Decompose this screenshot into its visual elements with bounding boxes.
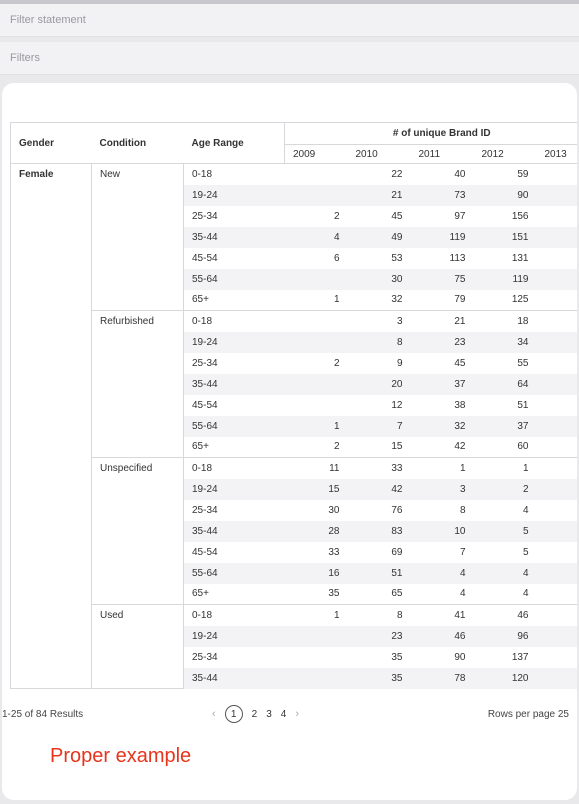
pivot-table (10, 122, 577, 689)
value-cell: 15 (348, 437, 411, 458)
value-cell: 4 (411, 584, 474, 605)
value-cell (537, 185, 578, 206)
filters-label: Filters (10, 52, 40, 64)
value-cell (537, 395, 578, 416)
condition-cell: Unspecified (92, 458, 184, 605)
age-range-cell: 19-24 (184, 479, 285, 500)
value-cell: 113 (449, 252, 466, 264)
value-cell: 119 (411, 227, 474, 248)
age-range-cell: 25-34 (192, 504, 218, 516)
filter-statement-label: Filter statement (10, 14, 86, 26)
value-cell: 37 (474, 416, 537, 437)
value-cell (537, 479, 578, 500)
page-2-button[interactable]: 2 (251, 708, 258, 720)
age-range-cell: 55-64 (184, 269, 285, 290)
value-cell: 21 (348, 185, 411, 206)
value-cell: 37 (411, 374, 474, 395)
results-card (2, 83, 577, 800)
value-cell (537, 668, 578, 689)
page-1-button[interactable]: 1 (225, 705, 243, 723)
age-range-cell: 25-34 (192, 651, 218, 663)
value-cell: 32 (411, 416, 474, 437)
column-header-age-range[interactable]: Age Range (184, 123, 285, 164)
value-cell (537, 626, 578, 647)
page-selector (212, 705, 299, 723)
value-cell: 6 (333, 252, 340, 264)
value-cell (537, 605, 578, 626)
table-row (11, 164, 578, 185)
value-cell: 76 (391, 504, 403, 516)
rows-per-page[interactable] (488, 709, 569, 720)
value-cell: 96 (474, 626, 537, 647)
year-header[interactable]: 2011 (411, 145, 474, 164)
value-cell: 83 (348, 521, 411, 542)
value-cell (537, 227, 578, 248)
value-cell: 2 (285, 437, 348, 458)
value-cell: 45 (391, 210, 403, 222)
value-cell: 21 (454, 315, 466, 327)
value-cell: 46 (517, 609, 529, 621)
value-cell: 30 (328, 504, 340, 516)
value-cell: 23 (411, 332, 474, 353)
value-cell: 22 (391, 168, 403, 180)
value-cell: 79 (411, 290, 474, 311)
year-header[interactable]: 2010 (348, 145, 411, 164)
value-cell (537, 164, 578, 185)
value-cell: 35 (348, 668, 411, 689)
value-cell: 137 (511, 651, 529, 663)
value-cell: 51 (348, 563, 411, 584)
value-cell: 46 (411, 626, 474, 647)
value-cell: 1 (285, 416, 348, 437)
value-cell (537, 374, 578, 395)
value-cell (537, 437, 578, 458)
value-cell (285, 332, 348, 353)
value-cell: 53 (391, 252, 403, 264)
value-cell: 4 (285, 227, 348, 248)
value-cell: 30 (348, 269, 411, 290)
column-header-condition[interactable]: Condition (92, 123, 184, 164)
value-cell (537, 248, 578, 269)
age-range-cell: 0-18 (192, 609, 213, 621)
value-cell: 90 (474, 185, 537, 206)
condition-cell: Refurbished (92, 311, 184, 458)
rows-per-page-select[interactable]: 25 (557, 709, 569, 720)
value-cell (285, 269, 348, 290)
value-cell: 2 (333, 357, 340, 369)
prev-page-icon[interactable]: ‹ (212, 708, 216, 720)
value-cell: 42 (411, 437, 474, 458)
value-cell (285, 626, 348, 647)
page-4-button[interactable]: 4 (280, 708, 287, 720)
value-cell: 28 (285, 521, 348, 542)
value-cell: 35 (285, 584, 348, 605)
value-cell (537, 206, 578, 227)
value-cell: 2 (474, 479, 537, 500)
value-cell: 5 (474, 521, 537, 542)
value-cell: 1 (333, 609, 340, 621)
age-range-cell: 0-18 (192, 168, 213, 180)
next-page-icon[interactable]: › (295, 708, 300, 720)
age-range-cell: 35-44 (184, 227, 285, 248)
value-cell: 45 (454, 357, 466, 369)
value-cell (537, 584, 578, 605)
age-range-cell: 25-34 (192, 357, 218, 369)
value-cell (537, 290, 578, 311)
value-cell (537, 353, 578, 374)
value-cell: 78 (411, 668, 474, 689)
age-range-cell: 55-64 (184, 416, 285, 437)
value-cell: 3 (411, 479, 474, 500)
pagination-bar (2, 705, 577, 727)
value-cell (537, 458, 578, 479)
value-cell: 69 (391, 546, 403, 558)
age-range-cell: 45-54 (192, 546, 218, 558)
age-range-cell: 65+ (184, 584, 285, 605)
value-cell: 90 (454, 651, 466, 663)
age-range-cell: 65+ (184, 290, 285, 311)
value-cell: 4 (474, 563, 537, 584)
value-cell (537, 647, 578, 668)
value-cell: 1 (522, 462, 529, 474)
table-row (11, 605, 578, 626)
value-cell: 131 (511, 252, 529, 264)
caption-text: Proper example (50, 745, 192, 767)
value-cell (285, 647, 348, 668)
value-cell: 2 (333, 210, 340, 222)
year-header[interactable]: 2013 (537, 145, 578, 164)
value-cell: 156 (511, 210, 529, 222)
column-header-metric[interactable]: # of unique Brand ID (285, 123, 578, 145)
value-cell: 73 (411, 185, 474, 206)
value-cell: 11 (329, 462, 340, 474)
results-count: 1-25 of 84 Results (2, 709, 84, 720)
value-cell: 35 (391, 651, 403, 663)
condition-cell: New (92, 164, 184, 311)
value-cell (285, 164, 348, 185)
table-row (11, 458, 578, 479)
value-cell: 151 (474, 227, 537, 248)
value-cell (537, 416, 578, 437)
value-cell: 40 (454, 168, 466, 180)
condition-cell: Used (92, 605, 184, 689)
value-cell: 20 (348, 374, 411, 395)
value-cell (537, 269, 578, 290)
value-cell (285, 185, 348, 206)
value-cell: 75 (411, 269, 474, 290)
age-range-cell: 35-44 (184, 521, 285, 542)
age-range-cell: 65+ (184, 437, 285, 458)
value-cell: 5 (522, 546, 529, 558)
filter-statement-bar[interactable] (0, 4, 579, 37)
value-cell: 41 (454, 609, 466, 621)
age-range-cell: 0-18 (192, 315, 213, 327)
value-cell: 65 (348, 584, 411, 605)
value-cell (537, 542, 578, 563)
value-cell: 8 (459, 504, 466, 516)
value-cell: 64 (474, 374, 537, 395)
value-cell (537, 311, 578, 332)
value-cell: 60 (474, 437, 537, 458)
value-cell: 42 (348, 479, 411, 500)
value-cell: 55 (517, 357, 529, 369)
value-cell (537, 563, 578, 584)
value-cell: 33 (391, 462, 403, 474)
column-header-gender[interactable]: Gender (11, 123, 92, 164)
value-cell: 10 (411, 521, 474, 542)
table-row (11, 311, 578, 332)
value-cell: 38 (454, 399, 466, 411)
value-cell (537, 521, 578, 542)
age-range-cell: 25-34 (192, 210, 218, 222)
value-cell: 34 (474, 332, 537, 353)
value-cell (285, 374, 348, 395)
value-cell: 15 (285, 479, 348, 500)
value-cell: 7 (348, 416, 411, 437)
age-range-cell: 35-44 (184, 668, 285, 689)
page-3-button[interactable]: 3 (266, 708, 272, 720)
age-range-cell: 19-24 (184, 185, 285, 206)
value-cell: 9 (396, 357, 403, 369)
value-cell: 4 (411, 563, 474, 584)
age-range-cell: 0-18 (192, 462, 213, 474)
age-range-cell: 45-54 (192, 399, 218, 411)
value-cell: 125 (474, 290, 537, 311)
age-range-cell: 19-24 (184, 332, 285, 353)
value-cell (285, 668, 348, 689)
value-cell: 32 (348, 290, 411, 311)
value-cell: 16 (285, 563, 348, 584)
age-range-cell: 45-54 (192, 252, 218, 264)
value-cell (537, 332, 578, 353)
value-cell: 18 (517, 315, 529, 327)
age-range-cell: 19-24 (184, 626, 285, 647)
value-cell: 1 (459, 462, 466, 474)
value-cell: 12 (391, 399, 403, 411)
value-cell: 119 (474, 269, 537, 290)
filters-bar[interactable] (0, 42, 579, 75)
rows-per-page-label: Rows per page (487, 709, 556, 720)
value-cell: 3 (396, 315, 403, 327)
value-cell: 23 (348, 626, 411, 647)
value-cell (285, 311, 348, 332)
value-cell: 120 (474, 668, 537, 689)
value-cell: 33 (328, 546, 340, 558)
year-header[interactable]: 2009 (285, 145, 348, 164)
value-cell (285, 395, 348, 416)
value-cell: 4 (522, 504, 529, 516)
value-cell: 59 (517, 168, 529, 180)
pivot-table-container[interactable] (10, 122, 577, 773)
value-cell: 51 (517, 399, 529, 411)
age-range-cell: 55-64 (184, 563, 285, 584)
value-cell: 7 (459, 546, 466, 558)
value-cell: 97 (454, 210, 466, 222)
gender-cell: Female (11, 164, 92, 689)
value-cell: 49 (348, 227, 411, 248)
value-cell: 8 (396, 609, 403, 621)
year-header[interactable]: 2012 (474, 145, 537, 164)
value-cell: 1 (285, 290, 348, 311)
value-cell: 8 (348, 332, 411, 353)
age-range-cell: 35-44 (184, 374, 285, 395)
value-cell (537, 500, 578, 521)
value-cell: 4 (474, 584, 537, 605)
